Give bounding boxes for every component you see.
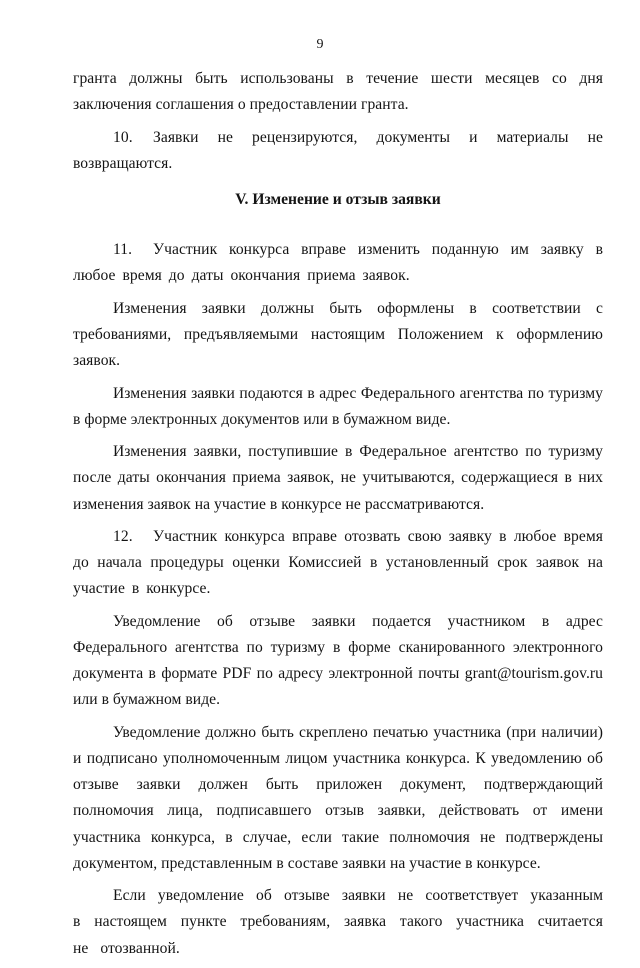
paragraph-text: гранта должны быть использованы в течение шести месяцев со дня заключения соглашения о предоставлении гранта. — [73, 70, 603, 114]
paragraph-item-11 — [73, 237, 603, 289]
paragraph-text: Изменения заявки, поступившие в Федеральное агентство по туризму после даты окончания приема заявок, не учитываются, содержащиеся в них изменения заявок на участие в конкурсе не рассматриваются. — [73, 443, 603, 513]
paragraph-text: Участник конкурса вправе изменить поданную им заявку в любое время до даты окончания приема заявок. — [73, 241, 603, 285]
paragraph — [73, 381, 603, 433]
paragraph-text: Уведомление должно быть скреплено печатью участника (при наличии) и подписано уполномоченным лицом участника конкурса. К уведомлению об отзыве заявки должен быть приложен документ, подтверждающий полномочия лица, подписавшего отзыв заявки, действовать от имени участника конкурса, в случае, если такие полномочия не подтверждены документом, представленным в составе заявки на участие в конкурсе. — [73, 723, 603, 872]
item-number: 11. — [113, 241, 133, 259]
paragraph-text: Если уведомление об отзыве заявки не соответствует указанным в настоящем пункте требованиям, заявка такого участника считается не отозванной. — [73, 887, 603, 957]
paragraph-text: Изменения заявки должны быть оформлены в соответствии с требованиями, предъявляемыми настоящим Положением к оформлению заявок. — [73, 299, 603, 370]
paragraph-text: Уведомление об отзыве заявки подается участником в адрес Федерального агентства по туризму в форме сканированного электронного документа в формате PDF по адресу электронной почты grant@tourism.gov.ru или в бумажном виде. — [73, 612, 603, 709]
document-body — [73, 66, 603, 968]
paragraph-item-10 — [73, 125, 603, 177]
paragraph — [73, 296, 603, 375]
page-number: 9 — [316, 37, 324, 52]
paragraph-continuation — [73, 66, 603, 118]
paragraph — [73, 883, 603, 962]
paragraph-text: Участник конкурса вправе отозвать свою заявку в любое время до начала процедуры оценки Комиссией в установленный срок заявок на участие в конкурсе. — [73, 527, 603, 598]
paragraph-text: Заявки не рецензируются, документы и материалы не возвращаются. — [73, 128, 603, 172]
paragraph — [73, 439, 603, 518]
paragraph — [73, 609, 603, 714]
paragraph — [73, 720, 603, 877]
paragraph-item-12 — [73, 524, 603, 603]
item-number: 10. — [113, 128, 133, 146]
section-heading: V. Изменение и отзыв заявки — [235, 191, 441, 208]
paragraph-text: Изменения заявки подаются в адрес Федерального агентства по туризму в форме электронных документов или в бумажном виде. — [73, 384, 603, 428]
item-number: 12. — [113, 527, 133, 545]
